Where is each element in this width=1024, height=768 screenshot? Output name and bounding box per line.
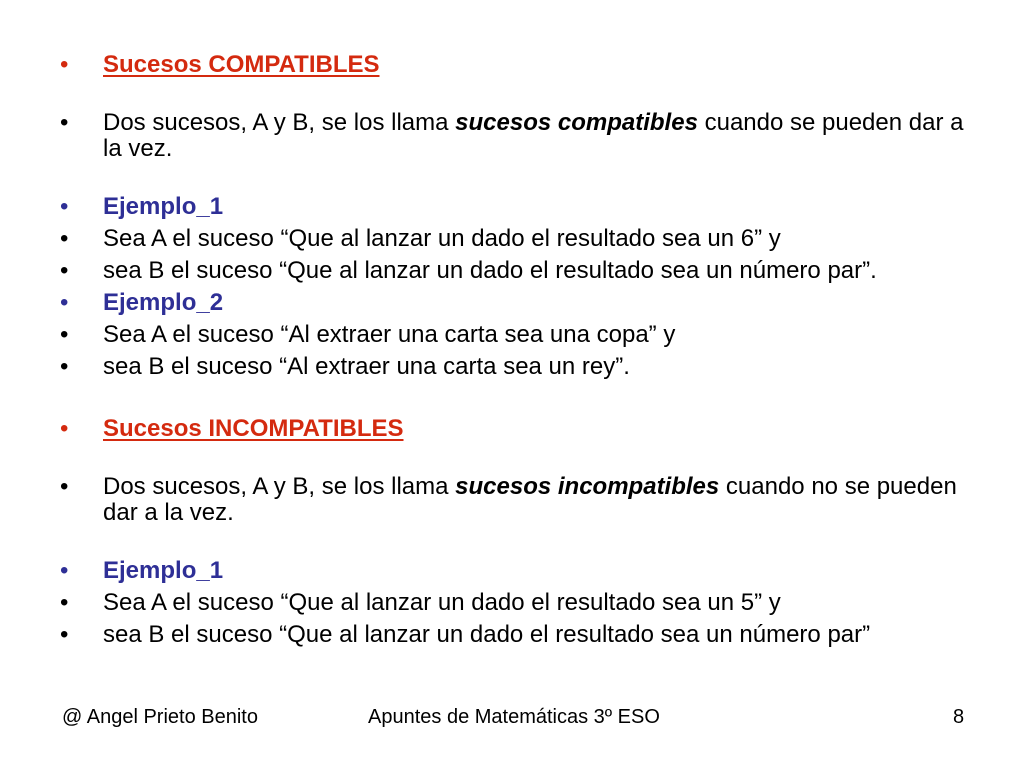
bullet-icon: • [60, 225, 69, 252]
bullet-icon: • [60, 473, 69, 500]
example-heading-text: Ejemplo_1 [103, 193, 224, 220]
footer-page-number: 8 [953, 706, 965, 728]
bullet-icon: • [60, 289, 69, 316]
example-heading [58, 290, 988, 316]
bullet-icon: • [60, 589, 69, 616]
example-line-text: sea B el suceso “Que al lanzar un dado el resultado sea un número par”. [103, 257, 877, 284]
example-line-text: Sea A el suceso “Que al lanzar un dado el resultado sea un 5” y [103, 589, 781, 616]
example-heading [58, 558, 988, 584]
heading-compatibles [58, 52, 988, 78]
example-line-text: Sea A el suceso “Al extraer una carta sea una copa” y [103, 321, 676, 348]
definition-text: cuando se pueden dar a la vez. [103, 109, 964, 162]
bullet-icon: • [60, 557, 69, 584]
footer-author: @ Angel Prieto Benito [62, 706, 258, 728]
bullet-icon: • [60, 193, 69, 220]
example-line-text: sea B el suceso “Al extraer una carta sea un rey”. [103, 353, 630, 380]
heading-incompatibles-text: Sucesos INCOMPATIBLES [103, 415, 404, 442]
example-line-text: Sea A el suceso “Que al lanzar un dado el resultado sea un 6” y [103, 225, 781, 252]
heading-incompatibles [58, 416, 988, 442]
definition-text: cuando no se pueden dar a la vez. [103, 473, 957, 526]
example-line [58, 322, 988, 348]
example-line [58, 226, 988, 252]
example-heading [58, 194, 988, 220]
example-line-text: sea B el suceso “Que al lanzar un dado el resultado sea un número par” [103, 621, 871, 648]
bullet-icon: • [60, 353, 69, 380]
bullet-icon: • [60, 257, 69, 284]
example-heading-text: Ejemplo_2 [103, 289, 224, 316]
definition-text: Dos sucesos, A y B, se los llama [103, 473, 456, 500]
definition-emphasis: sucesos incompatibles [455, 473, 720, 500]
example-line [58, 258, 988, 284]
heading-compatibles-text: Sucesos COMPATIBLES [103, 51, 380, 78]
definition-text: Dos sucesos, A y B, se los llama [103, 109, 456, 136]
footer-course: Apuntes de Matemáticas 3º ESO [368, 706, 660, 728]
example-line [58, 622, 988, 648]
definition-incompatibles [58, 474, 988, 526]
bullet-icon: • [60, 51, 69, 78]
example-heading-text: Ejemplo_1 [103, 557, 224, 584]
example-line [58, 590, 988, 616]
bullet-list [58, 52, 988, 648]
definition-compatibles [58, 110, 988, 162]
bullet-icon: • [60, 621, 69, 648]
bullet-icon: • [60, 415, 69, 442]
bullet-icon: • [60, 109, 69, 136]
definition-emphasis: sucesos compatibles [455, 109, 698, 136]
example-line [58, 354, 988, 380]
bullet-icon: • [60, 321, 69, 348]
